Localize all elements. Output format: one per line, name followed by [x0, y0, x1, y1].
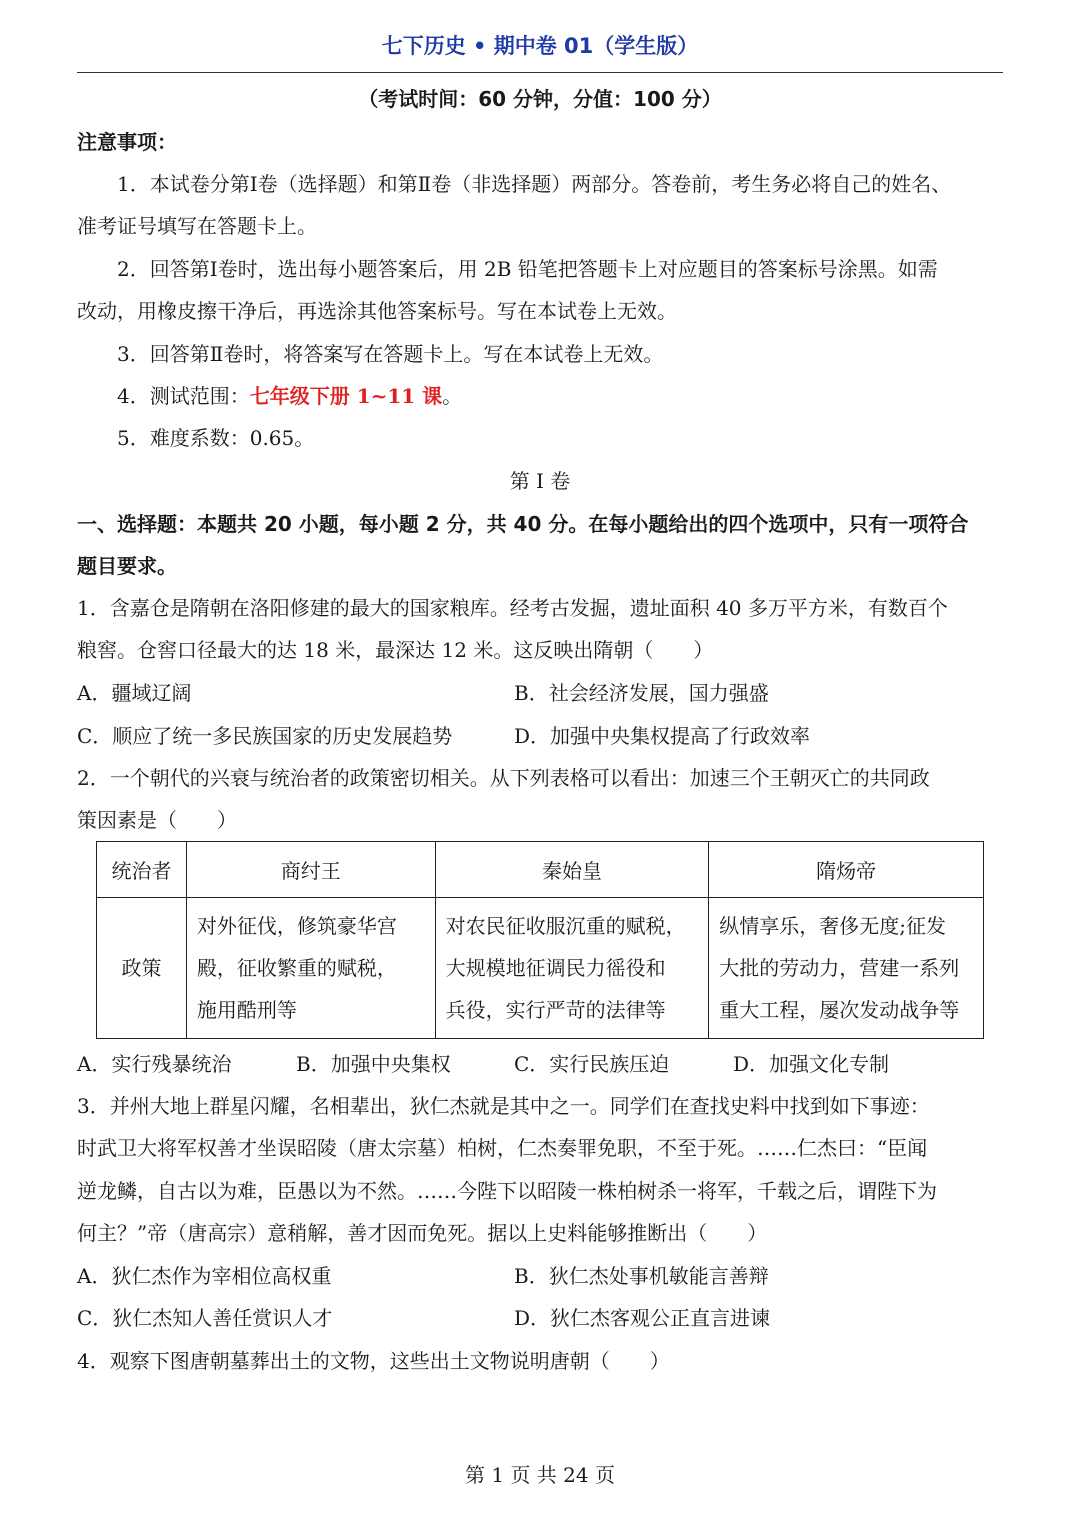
q1-option-c: C．顺应了统一多民族国家的历史发展趋势 [77, 724, 453, 748]
cell-line: 重大工程，屡次发动战争等 [719, 998, 960, 1022]
header-shang-zhou: 商纣王 [186, 842, 435, 898]
cell-line: 纵情享乐，奢侈无度;征发 [719, 914, 947, 938]
volume-title: 第 I 卷 [509, 469, 571, 493]
cell-qin-shihuang-policy [435, 898, 709, 1039]
cell-shang-zhou-policy [186, 898, 435, 1039]
q1-option-d: D．加强中央集权提高了行政效率 [514, 724, 811, 748]
q3-stem-line-2: 时武卫大将军权善才坐误昭陵（唐太宗墓）柏树，仁杰奏罪免职，不至于死。……仁杰曰：“臣闻 [77, 1136, 928, 1160]
header-rule [77, 72, 1003, 73]
header-sui-yangdi: 隋炀帝 [709, 842, 984, 898]
q2-option-d: D．加强文化专制 [733, 1052, 890, 1076]
note-4 [117, 381, 1047, 411]
q1-option-a: A．疆域辽阔 [77, 681, 192, 705]
note-1-line-1: 1．本试卷分第Ⅰ卷（选择题）和第Ⅱ卷（非选择题）两部分。答卷前，考生务必将自己的姓名、 [117, 172, 952, 196]
q3-option-c: C．狄仁杰知人善任赏识人才 [77, 1306, 333, 1330]
note-2-line-1: 2．回答第Ⅰ卷时，选出每小题答案后，用 2B 铅笔把答题卡上对应题目的答案标号涂黑。如需 [117, 257, 938, 281]
cell-line: 大规模地征调民力徭役和 [445, 956, 666, 980]
cell-line: 对外征伐，修筑豪华宫 [196, 914, 397, 938]
document-title: 七下历史 • 期中卷 01（学生版） [381, 34, 699, 58]
q3-option-a: A．狄仁杰作为宰相位高权重 [77, 1264, 332, 1288]
policy-table-header-row [97, 842, 984, 898]
page-footer: 第 1 页 共 24 页 [465, 1463, 615, 1487]
note-1-line-2: 准考证号填写在答题卡上。 [77, 214, 317, 238]
cell-line: 大批的劳动力，营建一系列 [719, 956, 960, 980]
policy-table-body-row [97, 898, 984, 1039]
note-4-prefix: 4．测试范围： [117, 384, 250, 408]
note-5: 5．难度系数：0.65。 [117, 426, 315, 450]
header-qin-shihuang: 秦始皇 [435, 842, 709, 898]
section-instruction-line-2: 题目要求。 [77, 554, 177, 578]
notes-heading: 注意事项： [77, 130, 177, 154]
q1-stem-line-2: 粮窖。仓窖口径最大的达 18 米，最深达 12 米。这反映出隋朝（ ） [77, 638, 714, 662]
exam-info: （考试时间：60 分钟，分值：100 分） [358, 87, 722, 111]
note-4-suffix: 。 [442, 384, 463, 408]
q1-stem-line-1: 1．含嘉仓是隋朝在洛阳修建的最大的国家粮库。经考古发掘，遗址面积 40 多万平方米，有数百个 [77, 596, 948, 620]
section-instruction-line-1: 一、选择题：本题共 20 小题，每小题 2 分，共 40 分。在每小题给出的四个选项中，只有一项符合 [77, 512, 969, 536]
note-3: 3．回答第Ⅱ卷时，将答案写在答题卡上。写在本试卷上无效。 [117, 342, 664, 366]
row-label-policy: 政策 [97, 898, 187, 1039]
cell-sui-yangdi-policy [709, 898, 984, 1039]
q2-stem-line-2: 策因素是（ ） [77, 808, 237, 832]
q1-option-b: B．社会经济发展，国力强盛 [514, 681, 769, 705]
q3-stem-line-1: 3．并州大地上群星闪耀，名相辈出，狄仁杰就是其中之一。同学们在查找史料中找到如下事迹： [77, 1094, 930, 1118]
q3-stem-line-3: 逆龙鳞，自古以为难，臣愚以为不然。……今陛下以昭陵一株柏树杀一将军，千载之后，谓陛下为 [77, 1179, 937, 1203]
q2-stem-line-1: 2．一个朝代的兴衰与统治者的政策密切相关。从下列表格可以看出：加速三个王朝灭亡的共同政 [77, 766, 930, 790]
test-scope-highlight: 七年级下册 1~11 课 [249, 384, 443, 408]
cell-line: 施用酷刑等 [196, 998, 297, 1022]
cell-line: 兵役，实行严苛的法律等 [445, 998, 666, 1022]
q3-stem-line-4: 何主？”帝（唐高宗）意稍解，善才因而免死。据以上史料能够推断出（ ） [77, 1221, 768, 1245]
q3-option-d: D．狄仁杰客观公正直言进谏 [514, 1306, 771, 1330]
q2-option-a: A．实行残暴统治 [77, 1052, 232, 1076]
cell-line: 对农民征收服沉重的赋税， [445, 914, 686, 938]
policy-table [96, 841, 984, 1039]
q2-option-c: C．实行民族压迫 [514, 1052, 670, 1076]
header-ruler: 统治者 [97, 842, 187, 898]
q3-option-b: B．狄仁杰处事机敏能言善辩 [514, 1264, 769, 1288]
q4-stem-line-1: 4．观察下图唐朝墓葬出土的文物，这些出土文物说明唐朝（ ） [77, 1349, 670, 1373]
note-2-line-2: 改动，用橡皮擦干净后，再选涂其他答案标号。写在本试卷上无效。 [77, 299, 677, 323]
q2-option-b: B．加强中央集权 [296, 1052, 451, 1076]
cell-line: 殿，征收繁重的赋税， [196, 956, 397, 980]
